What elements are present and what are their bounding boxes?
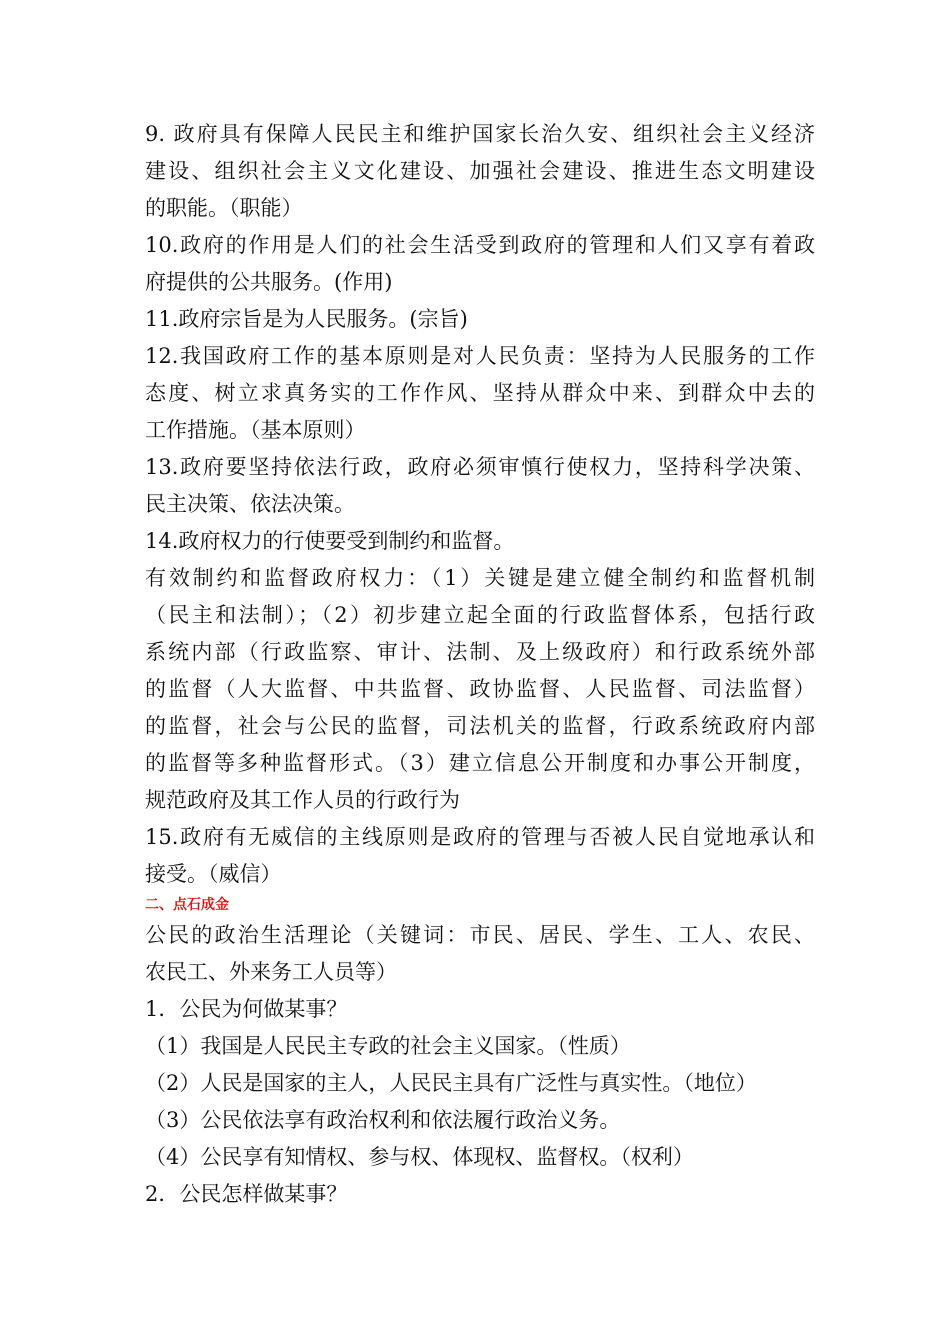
section-heading: 二、点石成金	[145, 897, 229, 913]
paragraph-line: 9. 政府具有保障人民民主和维护国家长治久安、组织社会主义经济	[145, 122, 815, 146]
paragraph-line: （3）公民依法享有政治权利和依法履行政治义务。	[145, 1108, 621, 1132]
paragraph-line: （2）人民是国家的主人，人民民主具有广泛性与真实性。（地位）	[145, 1071, 757, 1095]
paragraph-line: 公民的政治生活理论（关键词：市民、居民、学生、工人、农民、	[145, 923, 815, 947]
paragraph-line: 10.政府的作用是人们的社会生活受到政府的管理和人们又享有着政	[145, 233, 815, 257]
paragraph-line: 有效制约和监督政府权力：（1）关键是建立健全制约和监督机制	[145, 566, 815, 590]
paragraph-line: （4）公民享有知情权、参与权、体现权、监督权。（权利）	[145, 1145, 694, 1169]
paragraph-line: 系统内部（行政监察、审计、法制、及上级政府）和行政系统外部	[145, 640, 815, 664]
paragraph-line: 建设、组织社会主义文化建设、加强社会建设、推进生态文明建设	[145, 159, 815, 183]
paragraph-line: 1．公民为何做某事？	[145, 997, 348, 1021]
paragraph-line: 态度、树立求真务实的工作作风、坚持从群众中来、到群众中去的	[145, 381, 815, 405]
paragraph-line: 的监督（人大监督、中共监督、政协监督、人民监督、司法监督）	[145, 677, 815, 701]
paragraph-line: 12.我国政府工作的基本原则是对人民负责：坚持为人民服务的工作	[145, 344, 815, 368]
paragraph-line: 13.政府要坚持依法行政，政府必须审慎行使权力，坚持科学决策、	[145, 455, 815, 479]
paragraph-line: 2．公民怎样做某事？	[145, 1182, 348, 1206]
paragraph-line: 的职能。（职能）	[145, 196, 303, 220]
paragraph-line: 工作措施。（基本原则）	[145, 418, 366, 442]
paragraph-line: （1）我国是人民民主专政的社会主义国家。（性质）	[145, 1034, 631, 1058]
paragraph-line: 11.政府宗旨是为人民服务。(宗旨)	[145, 307, 468, 331]
paragraph-line: 15.政府有无威信的主线原则是政府的管理与否被人民自觉地承认和	[145, 825, 815, 849]
paragraph-line: 的监督等多种监督形式。（3）建立信息公开制度和办事公开制度，	[145, 751, 815, 775]
document-body	[145, 116, 815, 1213]
paragraph-line: 的监督，社会与公民的监督，司法机关的监督，行政系统政府内部	[145, 714, 815, 738]
paragraph-line: 农民工、外来务工人员等）	[145, 960, 397, 984]
paragraph-line: 14.政府权力的行使要受到制约和监督。	[145, 529, 515, 553]
paragraph-line: 接受。（威信）	[145, 862, 282, 886]
paragraph-line: （民主和法制）；（2）初步建立起全面的行政监督体系，包括行政	[145, 603, 815, 627]
paragraph-line: 府提供的公共服务。(作用)	[145, 270, 393, 294]
paragraph-line: 规范政府及其工作人员的行政行为	[145, 788, 460, 812]
paragraph-line: 民主决策、依法决策。	[145, 492, 355, 516]
